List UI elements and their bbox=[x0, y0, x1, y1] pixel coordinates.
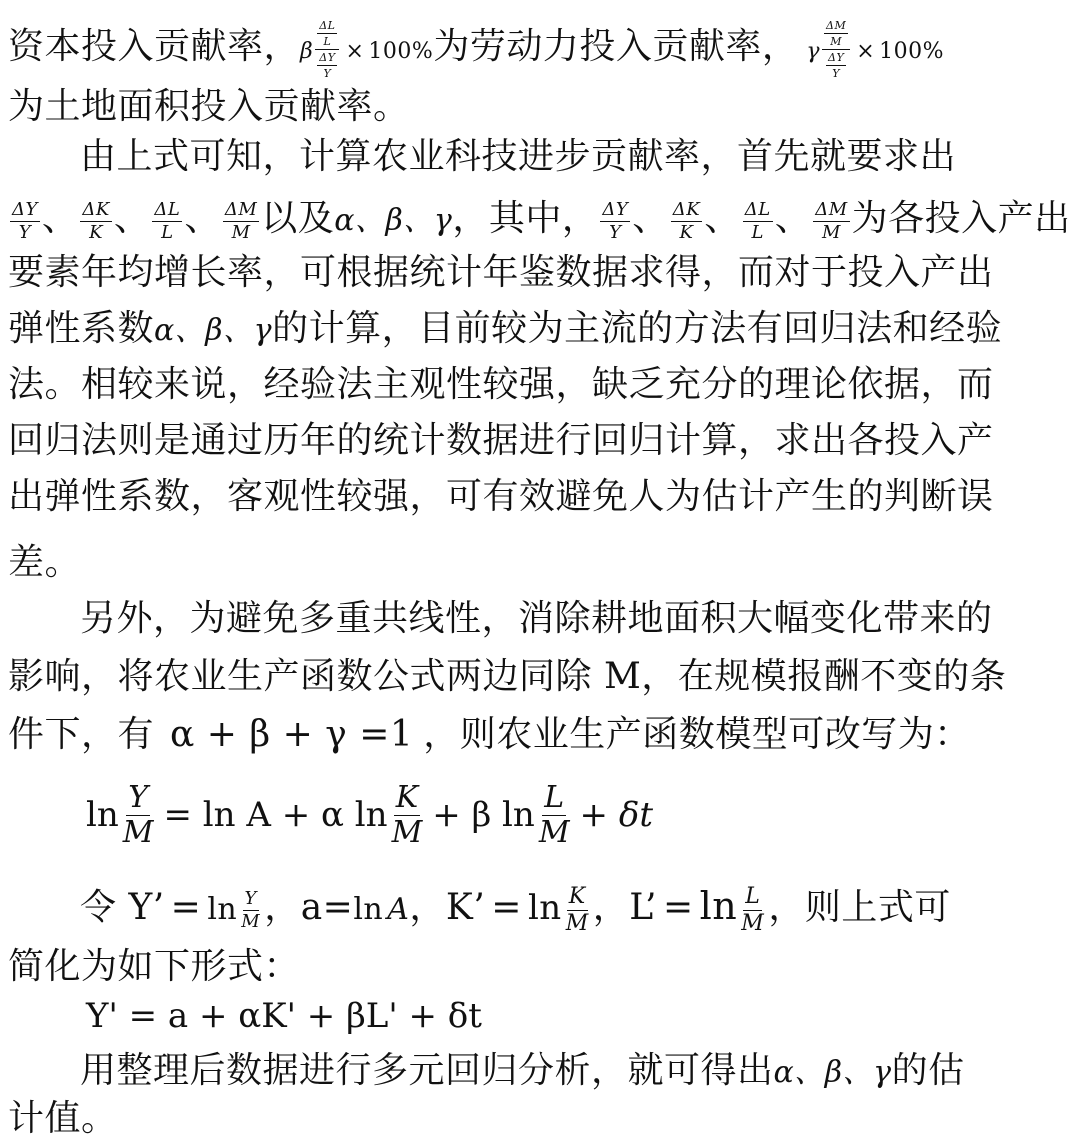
text-segment: 影响，将农业生产函数公式两边同除 M，在规模报酬不变的条 bbox=[8, 656, 1007, 697]
text-line-4 bbox=[8, 190, 1071, 248]
separator: 、 bbox=[113, 198, 151, 239]
land-growth-ratio-fraction bbox=[822, 20, 850, 79]
equation-rhs-part: + β ln bbox=[432, 795, 535, 835]
text-segment: 回归法则是通过历年的统计数据进行回归计算，求出各投入产 bbox=[8, 420, 994, 461]
delta-l-symbol: ΔL bbox=[319, 18, 336, 32]
text-segment: ，L’ bbox=[592, 887, 657, 928]
text-line-18 bbox=[8, 1094, 962, 1144]
text-line-17 bbox=[8, 1042, 965, 1100]
m-symbol: M bbox=[830, 34, 842, 48]
text-line-7 bbox=[8, 356, 994, 414]
text-line-11 bbox=[8, 590, 993, 648]
text-segment: 的计算，目前较为主流的方法有回归法和经验 bbox=[272, 308, 1003, 349]
y-symbol: Y bbox=[832, 66, 840, 80]
gamma-symbol: γ bbox=[806, 39, 820, 64]
text-line-14 bbox=[8, 874, 962, 938]
text-segment: ，a= bbox=[264, 887, 354, 928]
text-line-3 bbox=[8, 128, 962, 186]
ln-operator: ln bbox=[527, 888, 562, 928]
ln-operator: ln bbox=[353, 892, 384, 927]
text-segment: 为劳动力投入贡献率， bbox=[433, 26, 799, 67]
text-line-6 bbox=[8, 300, 1003, 358]
dy-over-y-fraction: $\frac{\Delta Y}{Y}$ bbox=[602, 198, 629, 243]
text-segment: 以及 bbox=[261, 198, 335, 239]
a-symbol: A bbox=[387, 892, 410, 927]
text-line-5 bbox=[8, 244, 994, 302]
text-segment: 出弹性系数，客观性较强，可有效避免人为估计产生的判断误 bbox=[8, 476, 994, 517]
text-segment: 计值。 bbox=[8, 1098, 118, 1139]
simplified-regression-equation bbox=[86, 994, 482, 1038]
dk-over-k-fraction: $\frac{\Delta K}{K}$ bbox=[82, 198, 110, 243]
text-segment: 为土地面积投入贡献率。 bbox=[8, 86, 410, 127]
text-segment: 件下，有 bbox=[8, 714, 155, 755]
delta-y-symbol: ΔY bbox=[319, 50, 336, 64]
text-segment: ，则农业生产函数模型可改写为： bbox=[423, 714, 971, 755]
alpha-beta-gamma-symbols: α、β、γ bbox=[334, 203, 453, 238]
text-segment: 弹性系数 bbox=[8, 308, 155, 349]
text-segment: 要素年均增长率，可根据统计年鉴数据求得，而对于投入产出 bbox=[8, 252, 994, 293]
separator: 、 bbox=[41, 198, 79, 239]
ln-operator: ln bbox=[86, 795, 119, 835]
text-segment: 的估 bbox=[891, 1050, 965, 1091]
delta-y-symbol: ΔY bbox=[828, 50, 845, 64]
alpha-beta-gamma-symbols: α、β、γ bbox=[154, 313, 273, 348]
y-over-m-fraction: $\frac{Y}{M}$ bbox=[122, 779, 154, 850]
text-segment: 资本投入贡献率， bbox=[8, 26, 301, 67]
equation-text: Y' = a + αK' + βL' + δt bbox=[86, 996, 482, 1036]
equation-rhs-part: = ln A + α ln bbox=[163, 795, 388, 835]
k-over-m-fraction: $\frac{K}{M}$ bbox=[391, 779, 423, 850]
equals-symbol: = bbox=[170, 887, 202, 928]
times-symbol: × bbox=[345, 39, 365, 64]
l-over-m-fraction: $\frac{L}{M}$ bbox=[538, 779, 570, 850]
dy-over-y-fraction: $\frac{\Delta Y}{Y}$ bbox=[12, 198, 38, 243]
dl-over-l-fraction: $\frac{\Delta L}{L}$ bbox=[744, 198, 771, 243]
separator: 、 bbox=[632, 198, 669, 239]
dm-over-m-fraction: $\frac{\Delta M}{M}$ bbox=[815, 198, 848, 243]
text-segment: ，其中， bbox=[452, 198, 599, 239]
separator: 、 bbox=[184, 198, 221, 239]
text-segment: 另外，为避免多重共线性，消除耕地面积大幅变化带来的 bbox=[80, 598, 993, 639]
text-segment: 由上式可知，计算农业科技进步贡献率，首先就要求出 bbox=[80, 136, 957, 177]
ln-operator: ln bbox=[699, 884, 738, 928]
separator: 、 bbox=[774, 198, 812, 239]
text-segment: 法。相较来说，经验法主观性较强，缺乏充分的理论依据，而 bbox=[8, 364, 994, 405]
text-segment: 令 Y’ bbox=[80, 887, 165, 928]
text-segment: 简化为如下形式： bbox=[8, 946, 301, 987]
text-line-1 bbox=[8, 18, 962, 80]
dk-over-k-fraction: $\frac{\Delta K}{K}$ bbox=[672, 198, 701, 243]
percent-value: 100% bbox=[879, 39, 945, 64]
equation-tail: + δt bbox=[579, 795, 653, 835]
text-line-12 bbox=[8, 648, 1007, 706]
y-symbol: Y bbox=[323, 66, 332, 80]
equals-symbol: = bbox=[491, 887, 522, 928]
dm-over-m-fraction: $\frac{\Delta M}{M}$ bbox=[224, 198, 258, 243]
text-segment: 差。 bbox=[8, 542, 82, 583]
text-segment: 为各投入产出 bbox=[851, 198, 1071, 239]
beta-symbol: β bbox=[300, 39, 314, 64]
delta-m-symbol: ΔM bbox=[826, 18, 847, 32]
text-line-10 bbox=[8, 534, 962, 592]
text-line-8 bbox=[8, 412, 994, 470]
l-symbol: L bbox=[323, 34, 332, 48]
l-over-m-fraction: $\frac{L}{M}$ bbox=[741, 883, 765, 936]
text-segment: ，K’ bbox=[409, 887, 486, 928]
text-line-13 bbox=[8, 706, 971, 764]
dl-over-l-fraction: $\frac{\Delta L}{L}$ bbox=[154, 198, 181, 243]
separator: 、 bbox=[704, 198, 741, 239]
times-symbol: × bbox=[856, 39, 876, 64]
y-over-m-fraction: $\frac{Y}{M}$ bbox=[241, 887, 261, 932]
alpha-beta-gamma-symbols: α、β、γ bbox=[773, 1055, 892, 1090]
text-line-9 bbox=[8, 468, 994, 526]
labor-growth-ratio-fraction bbox=[315, 20, 339, 79]
equals-symbol: = bbox=[662, 887, 694, 928]
text-segment: ，则上式可 bbox=[768, 887, 951, 928]
percent-value: 100% bbox=[368, 39, 434, 64]
text-segment: 用整理后数据进行多元回归分析，就可得出 bbox=[80, 1050, 774, 1091]
ln-operator: ln bbox=[207, 892, 238, 927]
text-line-15 bbox=[8, 938, 962, 996]
regression-equation-log-form bbox=[86, 780, 653, 850]
k-over-m-fraction: $\frac{K}{M}$ bbox=[565, 883, 589, 936]
constant-returns-equation: α + β + γ =1 bbox=[170, 714, 414, 755]
